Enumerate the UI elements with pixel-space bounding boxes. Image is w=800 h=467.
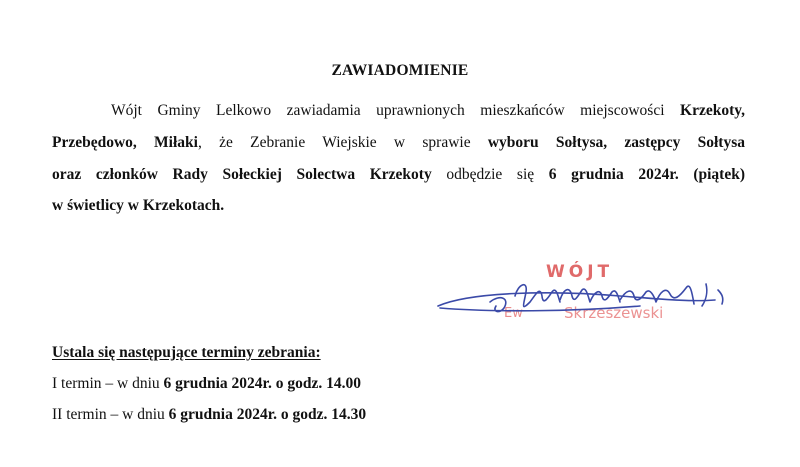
village-name: Krzekoty, [680, 102, 746, 119]
meeting-date: 6 grudnia 2024r. (piątek) [548, 166, 746, 183]
meeting-location: w świetlicy w Krzekotach. [52, 197, 225, 214]
terms-heading: Ustala się następujące terminy zebrania: [52, 344, 321, 361]
paragraph-line-4 [52, 196, 224, 216]
paragraph-line-3 [52, 165, 745, 185]
meeting-subject: wyboru Sołtysa, zastępcy Sołtysa [487, 134, 746, 151]
term-label: II termin – w dniu [52, 406, 165, 423]
term-datetime: 6 grudnia 2024r. o godz. 14.30 [168, 406, 367, 423]
paragraph-text: odbędzie się [446, 166, 535, 183]
paragraph-text: , że Zebranie Wiejskie w sprawie [197, 134, 471, 151]
stamp-name: Skrzeszewski [564, 304, 664, 322]
paragraph-text: Wójt Gminy Lelkowo zawiadamia uprawnionych mieszkańców miejscowości [111, 102, 665, 119]
term-datetime: 6 grudnia 2024r. o godz. 14.00 [163, 375, 362, 392]
official-stamp [430, 262, 760, 332]
paragraph-line-1 [111, 101, 745, 121]
term-item-second [52, 406, 366, 424]
paragraph-line-2 [52, 133, 745, 153]
village-names: Przebędowo, Miłaki [52, 134, 198, 151]
document-title: ZAWIADOMIENIE [331, 62, 469, 79]
stamp-name-prefix: Ew [504, 306, 523, 321]
term-label: I termin – w dniu [52, 375, 160, 392]
meeting-subject-continued: oraz członków Rady Sołeckiej Solectwa Krzekoty [52, 166, 432, 183]
term-item-first [52, 375, 361, 393]
handwritten-signature [430, 262, 760, 332]
stamp-title: WÓJT [546, 262, 614, 282]
